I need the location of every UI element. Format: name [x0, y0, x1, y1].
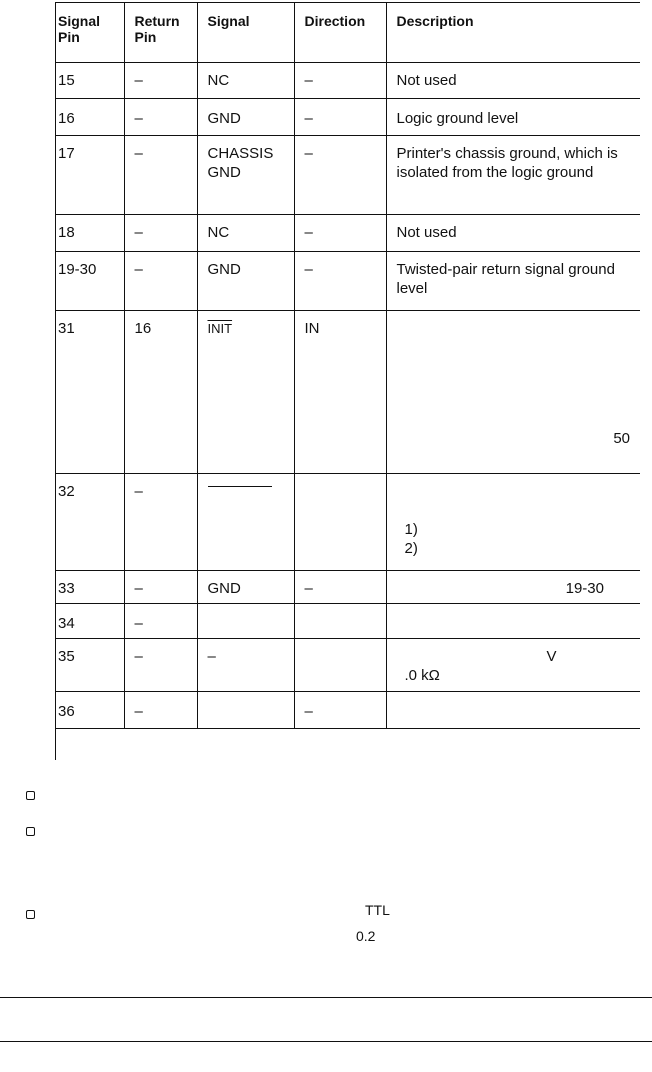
- table-row: [56, 215, 640, 252]
- cell-description: Printer's chassis ground, which is isolated from the logic ground: [386, 136, 640, 215]
- cell-signal: GND: [197, 99, 294, 136]
- cell-pin: 15: [56, 63, 124, 99]
- header-signal-pin: Signal Pin: [56, 3, 124, 63]
- cell-return: –: [124, 99, 197, 136]
- table-header-row: [56, 3, 640, 63]
- footer-rule-bottom: [0, 1041, 652, 1042]
- cell-description: Not used: [386, 63, 640, 99]
- cell-description: [386, 604, 640, 639]
- cell-pin: 35: [56, 639, 124, 692]
- cell-pin: 36: [56, 692, 124, 729]
- cell-direction: –: [294, 63, 386, 99]
- cell-return: –: [124, 639, 197, 692]
- table-row: [56, 136, 640, 215]
- cell-return: –: [124, 604, 197, 639]
- cell-pin: 31: [56, 311, 124, 474]
- footer-rule-top: [0, 997, 652, 998]
- cell-direction: –: [294, 252, 386, 311]
- cell-signal: GND: [197, 252, 294, 311]
- cell-signal: [197, 311, 294, 474]
- desc-fragment: 50: [613, 430, 630, 447]
- desc-fragment-1: V: [546, 648, 557, 665]
- cell-pin: 34: [56, 604, 124, 639]
- cell-description: [386, 474, 640, 571]
- cell-return: –: [124, 474, 197, 571]
- desc-fragment-2: 2): [404, 540, 418, 557]
- cell-signal: [197, 692, 294, 729]
- note-bullet-3: [26, 910, 35, 919]
- table-row: [56, 474, 640, 571]
- cell-description: [386, 692, 640, 729]
- cell-return: 16: [124, 311, 197, 474]
- cell-return: –: [124, 136, 197, 215]
- cell-direction: –: [294, 136, 386, 215]
- interface-pin-table: [56, 2, 640, 729]
- cell-signal: GND: [197, 571, 294, 604]
- header-return-pin: Return Pin: [124, 3, 197, 63]
- cell-description: [386, 311, 640, 474]
- cell-direction: IN: [294, 311, 386, 474]
- header-description: Description: [386, 3, 640, 63]
- init-signal-label: INIT: [207, 321, 233, 336]
- table-row: [56, 311, 640, 474]
- header-signal: Signal: [197, 3, 294, 63]
- cell-signal: [197, 604, 294, 639]
- cell-signal: CHASSIS GND: [197, 136, 294, 215]
- cell-pin: 33: [56, 571, 124, 604]
- cell-pin: 19-30: [56, 252, 124, 311]
- cell-description: [386, 639, 640, 692]
- cell-description: Twisted-pair return signal ground level: [386, 252, 640, 311]
- table-row: [56, 63, 640, 99]
- cell-signal: NC: [197, 215, 294, 252]
- cell-direction: [294, 474, 386, 571]
- cell-return: –: [124, 215, 197, 252]
- note-bullet-1: [26, 791, 35, 800]
- table-row: [56, 604, 640, 639]
- desc-fragment-1: 1): [404, 521, 418, 538]
- cell-signal: [197, 474, 294, 571]
- cell-description: Logic ground level: [386, 99, 640, 136]
- table-row: [56, 692, 640, 729]
- cell-signal: NC: [197, 63, 294, 99]
- table-row: [56, 252, 640, 311]
- table-row: [56, 99, 640, 136]
- cell-signal: –: [197, 639, 294, 692]
- cell-return: –: [124, 63, 197, 99]
- desc-fragment: 19-30: [565, 580, 604, 597]
- note-value-fragment: 0.2: [356, 928, 376, 944]
- cell-pin: 18: [56, 215, 124, 252]
- cell-direction: [294, 639, 386, 692]
- table-row: [56, 571, 640, 604]
- table-row: [56, 639, 640, 692]
- header-direction: Direction: [294, 3, 386, 63]
- cell-description: [386, 571, 640, 604]
- cell-return: –: [124, 252, 197, 311]
- cell-pin: 16: [56, 99, 124, 136]
- cell-return: –: [124, 692, 197, 729]
- cell-direction: –: [294, 571, 386, 604]
- note-bullet-2: [26, 827, 35, 836]
- cell-return: –: [124, 571, 197, 604]
- note-ttl-fragment: TTL: [365, 902, 390, 918]
- cell-description: Not used: [386, 215, 640, 252]
- cell-direction: –: [294, 692, 386, 729]
- signal-overbar: [208, 486, 272, 487]
- cell-pin: 17: [56, 136, 124, 215]
- cell-direction: –: [294, 99, 386, 136]
- cell-direction: [294, 604, 386, 639]
- desc-fragment-2: .0 kΩ: [404, 667, 440, 684]
- cell-pin: 32: [56, 474, 124, 571]
- cell-direction: –: [294, 215, 386, 252]
